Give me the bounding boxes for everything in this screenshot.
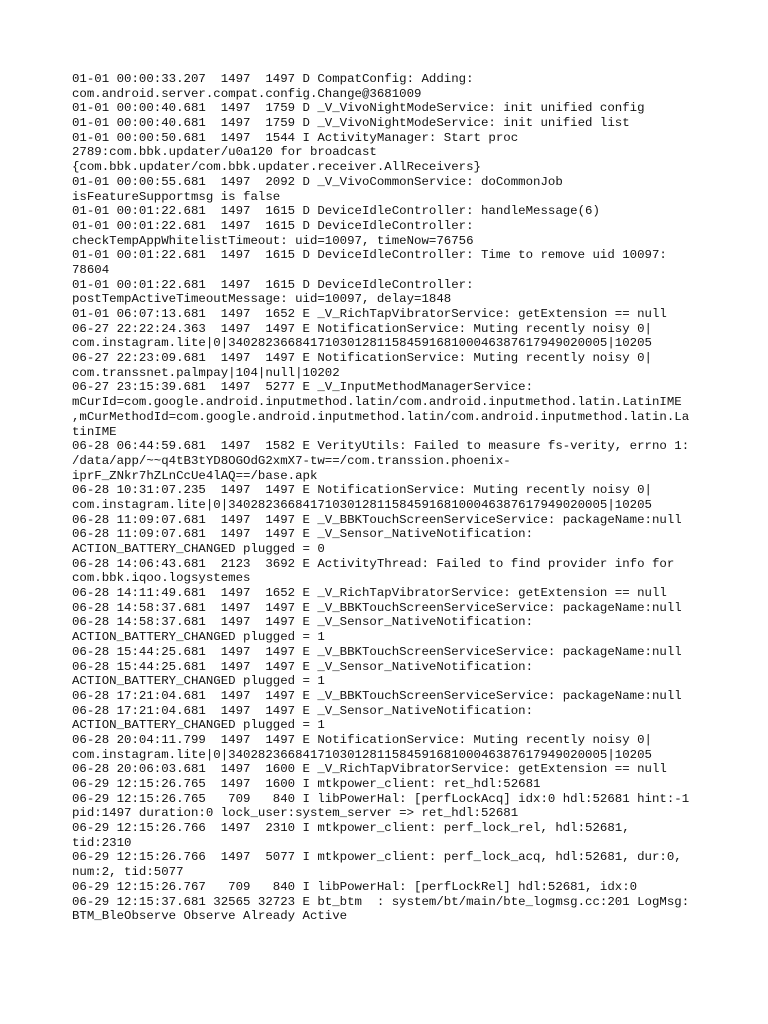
log-line: 01-01 06:07:13.681 1497 1652 E _V_RichTapVibratorService: getExtension == null — [72, 307, 667, 321]
log-line: 06-28 06:44:59.681 1497 1582 E VerityUtils: Failed to measure fs-verity, errno 1: — [72, 439, 690, 454]
log-line: 06-29 12:15:26.767 709 840 I libPowerHal: [perfLockRel] hdl:52681, idx:0 — [72, 879, 638, 894]
log-line: 06-28 20:04:11.799 1497 1497 E NotificationService: Muting recently noisy 0| — [72, 732, 652, 747]
log-line: 06-28 10:31:07.235 1497 1497 E NotificationService: Muting recently noisy 0| — [72, 483, 652, 498]
log-line: 06-27 23:15:39.681 1497 5277 E _V_InputMethodManagerService: — [72, 380, 534, 395]
log-line: isFeatureSupportmsg is false — [72, 189, 281, 204]
log-line: postTempActiveTimeoutMessage: uid=10097, delay=1848 — [72, 292, 452, 307]
log-line: 06-29 12:15:26.766 1497 5077 I mtkpower_client: perf_lock_acq, hdl:52681, dur:0, — [72, 850, 682, 865]
log-line: 06-28 14:58:37.681 1497 1497 E _V_Sensor_NativeNotification: — [72, 615, 534, 630]
log-line: 06-28 11:09:07.681 1497 1497 E _V_BBKTouchScreenServiceService: packageName:null — [72, 512, 682, 527]
log-line: tid:2310 — [72, 835, 132, 850]
log-line: ACTION_BATTERY_CHANGED plugged = 0 — [72, 542, 325, 556]
log-line: 06-28 15:44:25.681 1497 1497 E _V_BBKTouchScreenServiceService: packageName:null — [72, 644, 682, 659]
log-line: com.transsnet.palmpay|104|null|10202 — [72, 365, 340, 380]
log-line: 06-27 22:23:09.681 1497 1497 E NotificationService: Muting recently noisy 0| — [72, 351, 652, 366]
log-line: 01-01 00:00:33.207 1497 1497 D CompatConfig: Adding: — [72, 72, 474, 86]
log-line: mCurId=com.google.android.inputmethod.latin/com.android.inputmethod.latin.LatinIME — [72, 395, 682, 410]
log-line: 01-01 00:01:22.681 1497 1615 D DeviceIdleController: — [72, 218, 474, 233]
log-line: 01-01 00:00:50.681 1497 1544 I ActivityManager: Start proc — [72, 130, 519, 145]
log-line: {com.bbk.updater/com.bbk.updater.receiver.AllReceivers} — [72, 160, 481, 175]
log-line: BTM_BleObserve Observe Already Active — [72, 909, 348, 924]
log-line: 06-28 20:06:03.681 1497 1600 E _V_RichTapVibratorService: getExtension == null — [72, 762, 667, 777]
log-line: 06-28 14:58:37.681 1497 1497 E _V_BBKTouchScreenServiceService: packageName:null — [72, 600, 682, 615]
log-line: iprF_ZNkr7hZLnCcUe4lAQ==/base.apk — [72, 468, 318, 483]
log-line: pid:1497 duration:0 lock_user:system_server => ret_hdl:52681 — [72, 806, 519, 821]
log-line: 06-28 17:21:04.681 1497 1497 E _V_BBKTouchScreenServiceService: packageName:null — [72, 688, 682, 703]
log-line: ,mCurMethodId=com.google.android.inputmethod.latin/com.android.inputmethod.latin.La — [72, 409, 690, 424]
log-line: num:2, tid:5077 — [72, 865, 184, 880]
log-line: 01-01 00:01:22.681 1497 1615 D DeviceIdleController: — [72, 277, 474, 292]
log-line: com.instagram.lite|0|340282366841710301281158459168100046387617949020005|10205 — [72, 497, 652, 512]
log-line: 2789:com.bbk.updater/u0a120 for broadcast — [72, 145, 377, 160]
log-line: /data/app/~~q4tB3tYD8OGOdG2xmX7-tw==/com.transsion.phoenix- — [72, 453, 511, 468]
log-line: 78604 — [72, 262, 110, 277]
log-line: ACTION_BATTERY_CHANGED plugged = 1 — [72, 674, 325, 689]
log-line: com.bbk.iqoo.logsystemes — [72, 571, 251, 586]
log-line: tinIME — [72, 424, 117, 439]
log-line: 06-29 12:15:26.765 709 840 I libPowerHal: [perfLockAcq] idx:0 hdl:52681 hint:-1 — [72, 791, 690, 806]
log-line: checkTempAppWhitelistTimeout: uid=10097, timeNow=76756 — [72, 233, 474, 248]
log-line: 06-29 12:15:26.766 1497 2310 I mtkpower_client: perf_lock_rel, hdl:52681, — [72, 821, 630, 836]
log-line: com.instagram.lite|0|340282366841710301281158459168100046387617949020005|10205 — [72, 336, 652, 351]
log-line: 06-28 17:21:04.681 1497 1497 E _V_Sensor_NativeNotification: — [72, 703, 534, 718]
log-line: com.instagram.lite|0|340282366841710301281158459168100046387617949020005|10205 — [72, 747, 652, 762]
log-line: 01-01 00:00:40.681 1497 1759 D _V_VivoNightModeService: init unified config — [72, 101, 645, 116]
log-line: 01-01 00:01:22.681 1497 1615 D DeviceIdleController: Time to remove uid 10097: — [72, 248, 667, 263]
log-line: 06-28 14:11:49.681 1497 1652 E _V_RichTapVibratorService: getExtension == null — [72, 586, 667, 601]
log-line: 06-28 15:44:25.681 1497 1497 E _V_Sensor_NativeNotification: — [72, 659, 534, 674]
log-line: ACTION_BATTERY_CHANGED plugged = 1 — [72, 630, 325, 645]
log-line: ACTION_BATTERY_CHANGED plugged = 1 — [72, 718, 325, 733]
log-line: 06-29 12:15:26.765 1497 1600 I mtkpower_client: ret_hdl:52681 — [72, 777, 541, 791]
log-line: 01-01 00:00:40.681 1497 1759 D _V_VivoNightModeService: init unified list — [72, 116, 630, 131]
log-line: 06-29 12:15:37.681 32565 32723 E bt_btm : system/bt/main/bte_logmsg.cc:201 LogMsg: — [72, 894, 690, 909]
log-line: 01-01 00:00:55.681 1497 2092 D _V_VivoCommonService: doCommonJob — [72, 174, 563, 189]
log-line: 06-28 14:06:43.681 2123 3692 E ActivityThread: Failed to find provider info for — [72, 556, 675, 571]
log-line: 06-28 11:09:07.681 1497 1497 E _V_Sensor_NativeNotification: — [72, 527, 534, 542]
log-line: com.android.server.compat.config.Change@3681009 — [72, 86, 422, 101]
log-line: 06-27 22:22:24.363 1497 1497 E NotificationService: Muting recently noisy 0| — [72, 321, 652, 336]
log-document — [72, 72, 712, 924]
log-line: 01-01 00:01:22.681 1497 1615 D DeviceIdleController: handleMessage(6) — [72, 204, 600, 219]
